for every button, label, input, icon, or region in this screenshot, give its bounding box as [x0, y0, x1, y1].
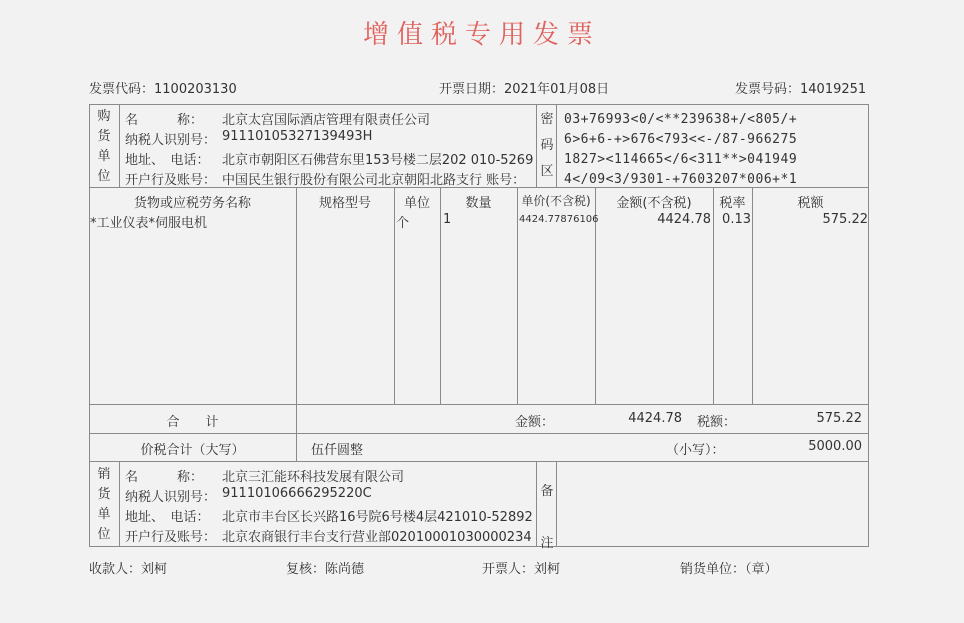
col-header-name: 货物或应税劳务名称	[133, 196, 251, 211]
cipher-line: 1827><114665</6<311**>041949	[564, 152, 798, 167]
cipher-side-label: 密 码 区	[540, 112, 554, 179]
drawer	[482, 558, 560, 577]
buyer-tax-id: 91110105327139493H	[222, 129, 373, 144]
buyer-address-label: 地址、 电话：	[125, 153, 210, 168]
buyer-bank: 中国民生银行股份有限公司北京朝阳北路支行 账号：	[222, 173, 526, 188]
col-header-price: 单价(不含税)	[521, 194, 591, 208]
total-amount: 4424.78	[628, 411, 682, 426]
reviewer	[286, 558, 364, 577]
invoice-code-value: 1100203130	[154, 82, 237, 97]
seller-name-label: 名 称：	[125, 470, 204, 485]
buyer-name-label: 名 称：	[125, 113, 204, 128]
col-header-amount: 金额(不含税)	[616, 196, 692, 211]
drawer-value: 刘柯	[534, 562, 561, 577]
invoice-number-value: 14019251	[800, 82, 867, 97]
total-tax-label: 税额：	[697, 415, 737, 430]
payee	[89, 558, 167, 577]
seller-bank: 北京农商银行丰台支行营业部02010001030000234	[222, 530, 532, 545]
cipher-line: 6>6+6-+>676<793<<-/87-966275	[564, 132, 798, 147]
col-header-qty: 数量	[465, 196, 492, 211]
seller-name: 北京三汇能环科技发展有限公司	[222, 470, 405, 485]
buyer-side-label: 购 货 单 位	[97, 109, 111, 184]
col-header-rate: 税率	[719, 196, 746, 211]
buyer-address: 北京市朝阳区石佛营东里153号楼二层202 010-5269	[222, 153, 534, 168]
seller-address: 北京市丰台区长兴路16号院6号楼4层421010-52892	[222, 510, 533, 525]
item-name: *工业仪表*伺服电机	[90, 216, 208, 231]
grand-total-label: 价税合计（大写）	[140, 443, 245, 458]
buyer-name: 北京太宫国际酒店管理有限责任公司	[222, 113, 431, 128]
col-header-tax: 税额	[797, 196, 824, 211]
payee-label: 收款人：	[89, 562, 142, 577]
invoice-date-value: 2021年01月08日	[504, 82, 610, 97]
invoice-code-label: 发票代码：	[89, 82, 155, 97]
total-label: 合 计	[166, 415, 219, 430]
col-header-unit: 单位	[403, 196, 430, 211]
invoice-number	[735, 78, 866, 97]
cipher-line: 03+76993<0/<**239638+/<805/+	[564, 112, 798, 127]
item-rate: 0.13	[722, 212, 751, 227]
item-unit: 个	[396, 216, 410, 231]
seller-tax-id: 91110106666295220C	[222, 486, 372, 501]
total-amount-label: 金额：	[515, 415, 555, 430]
seller-tax-id-label: 纳税人识别号：	[125, 490, 217, 505]
reviewer-value: 陈尚德	[325, 562, 365, 577]
invoice-number-label: 发票号码：	[735, 82, 801, 97]
seller-stamp-label: 销货单位：（章）	[680, 562, 778, 577]
cipher-line: 4</09<3/9301-+7603207*006+*1	[564, 172, 798, 187]
seller-address-label: 地址、 电话：	[125, 510, 210, 525]
col-header-model: 规格型号	[318, 196, 371, 211]
cipher-text	[564, 110, 797, 190]
total-tax: 575.22	[816, 411, 862, 426]
payee-value: 刘柯	[141, 562, 168, 577]
invoice-date	[439, 78, 609, 97]
invoice-date-label: 开票日期：	[439, 82, 505, 97]
grand-total-small-label: （小写）：	[666, 443, 725, 458]
drawer-label: 开票人：	[482, 562, 535, 577]
item-amount: 4424.78	[657, 212, 711, 227]
reviewer-label: 复核：	[286, 562, 326, 577]
invoice-code	[89, 78, 237, 97]
grand-total-words: 伍仟圆整	[311, 443, 364, 458]
buyer-tax-id-label: 纳税人识别号：	[125, 133, 217, 148]
item-price: 4424.77876106	[519, 214, 599, 225]
remark-side-label: 备 注	[540, 484, 554, 551]
seller-side-label: 销 货 单 位	[97, 467, 111, 542]
buyer-bank-label: 开户行及账号：	[125, 173, 217, 188]
item-qty: 1	[443, 212, 452, 227]
grand-total: 5000.00	[808, 439, 862, 454]
seller-bank-label: 开户行及账号：	[125, 530, 217, 545]
invoice-title: 增值税专用发票	[362, 20, 601, 50]
item-tax: 575.22	[822, 212, 868, 227]
